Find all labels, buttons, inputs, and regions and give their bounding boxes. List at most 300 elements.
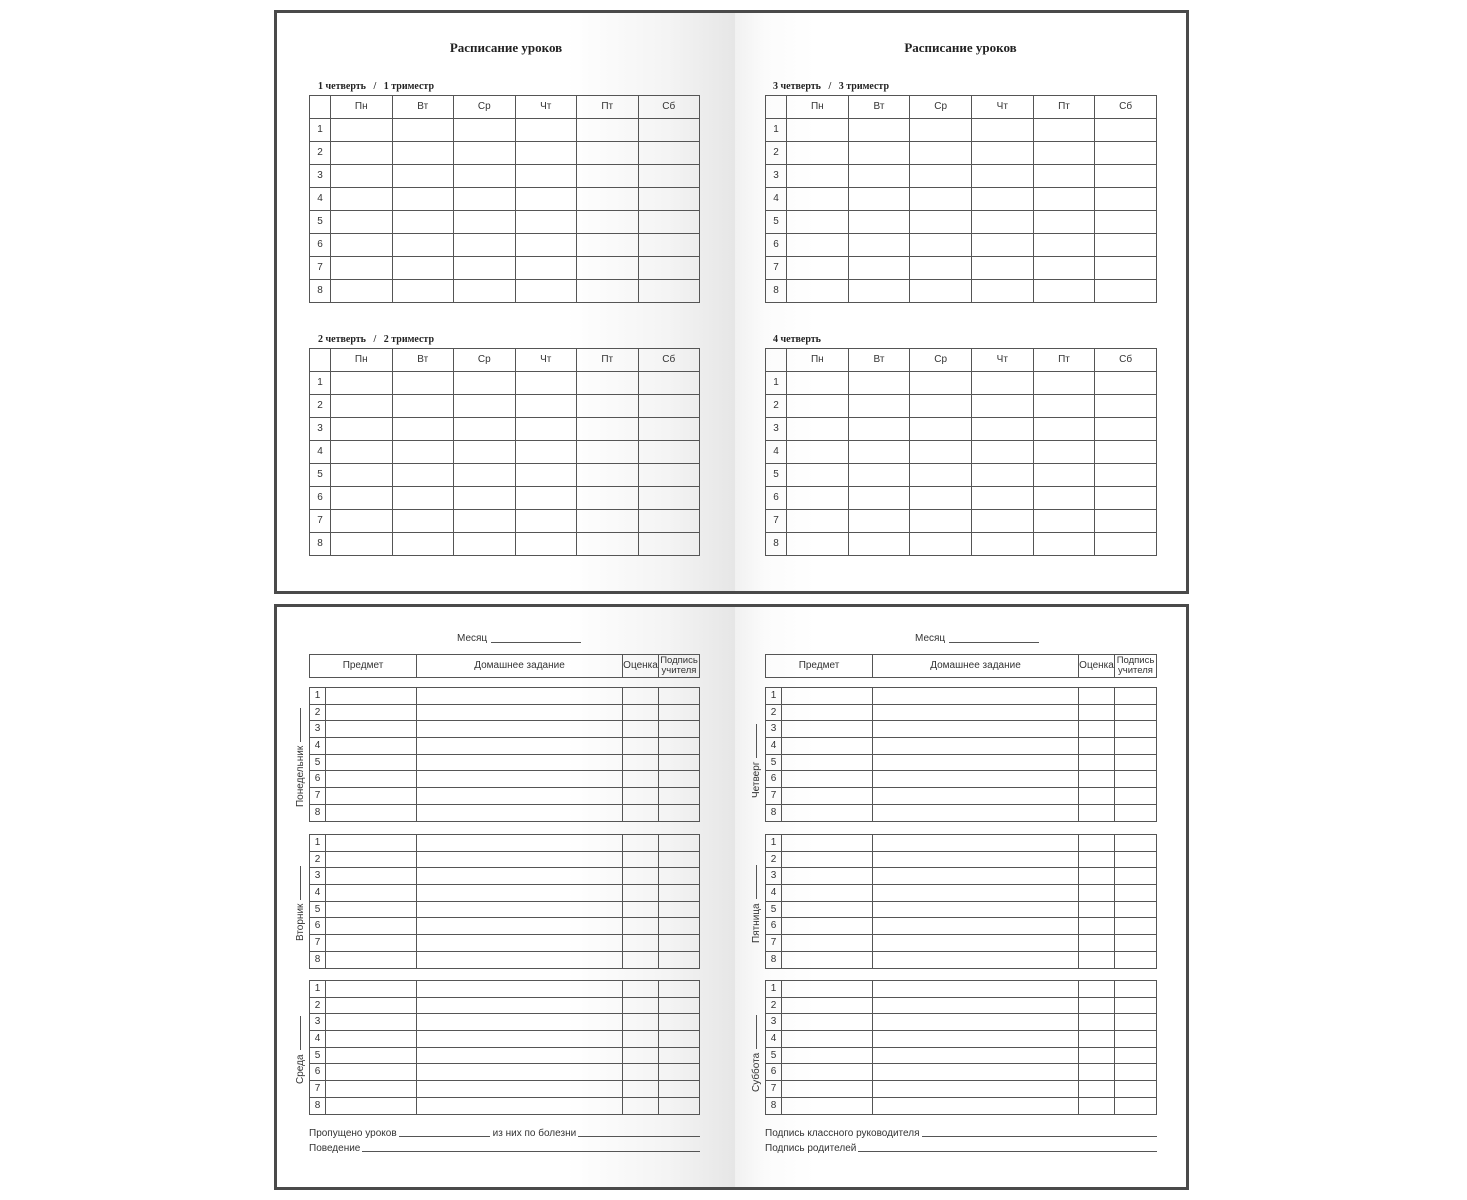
subject-cell[interactable]: [326, 1014, 417, 1031]
subject-cell[interactable]: [782, 704, 873, 721]
grade-cell[interactable]: [1079, 981, 1115, 998]
signature-cell[interactable]: [1115, 851, 1157, 868]
homework-cell[interactable]: [417, 1031, 623, 1048]
signature-cell[interactable]: [659, 688, 700, 705]
lesson-cell[interactable]: [1033, 395, 1095, 418]
lesson-cell[interactable]: [577, 510, 639, 533]
grade-cell[interactable]: [1079, 997, 1115, 1014]
homework-cell[interactable]: [417, 1014, 623, 1031]
signature-cell[interactable]: [1115, 1047, 1157, 1064]
signature-cell[interactable]: [1115, 771, 1157, 788]
signature-cell[interactable]: [1115, 868, 1157, 885]
lesson-cell[interactable]: [577, 234, 639, 257]
lesson-cell[interactable]: [1033, 165, 1095, 188]
subject-cell[interactable]: [326, 1047, 417, 1064]
lesson-cell[interactable]: [638, 119, 700, 142]
homework-cell[interactable]: [873, 981, 1079, 998]
lesson-cell[interactable]: [454, 395, 516, 418]
signature-cell[interactable]: [659, 1031, 700, 1048]
lesson-cell[interactable]: [331, 188, 393, 211]
lesson-cell[interactable]: [454, 487, 516, 510]
signature-cell[interactable]: [659, 738, 700, 755]
signature-cell[interactable]: [659, 997, 700, 1014]
subject-cell[interactable]: [326, 981, 417, 998]
lesson-cell[interactable]: [577, 280, 639, 303]
signature-cell[interactable]: [659, 754, 700, 771]
lesson-cell[interactable]: [910, 510, 972, 533]
grade-cell[interactable]: [1079, 1097, 1115, 1114]
signature-cell[interactable]: [659, 1097, 700, 1114]
homework-cell[interactable]: [417, 804, 623, 821]
lesson-cell[interactable]: [1095, 487, 1157, 510]
subject-cell[interactable]: [326, 885, 417, 902]
lesson-cell[interactable]: [331, 234, 393, 257]
lesson-cell[interactable]: [971, 372, 1033, 395]
lesson-cell[interactable]: [848, 165, 910, 188]
grade-cell[interactable]: [623, 1097, 659, 1114]
lesson-cell[interactable]: [787, 441, 849, 464]
signature-cell[interactable]: [1115, 688, 1157, 705]
lesson-cell[interactable]: [515, 533, 577, 556]
lesson-cell[interactable]: [515, 234, 577, 257]
homework-cell[interactable]: [873, 885, 1079, 902]
lesson-cell[interactable]: [787, 257, 849, 280]
lesson-cell[interactable]: [331, 257, 393, 280]
signature-cell[interactable]: [659, 704, 700, 721]
lesson-cell[interactable]: [1033, 533, 1095, 556]
lesson-cell[interactable]: [331, 418, 393, 441]
lesson-cell[interactable]: [638, 533, 700, 556]
grade-cell[interactable]: [1079, 721, 1115, 738]
signature-cell[interactable]: [1115, 935, 1157, 952]
grade-cell[interactable]: [1079, 918, 1115, 935]
grade-cell[interactable]: [1079, 1014, 1115, 1031]
homework-cell[interactable]: [873, 754, 1079, 771]
subject-cell[interactable]: [782, 851, 873, 868]
subject-cell[interactable]: [782, 1064, 873, 1081]
grade-cell[interactable]: [1079, 1031, 1115, 1048]
lesson-cell[interactable]: [971, 257, 1033, 280]
grade-cell[interactable]: [1079, 851, 1115, 868]
lesson-cell[interactable]: [638, 234, 700, 257]
homework-cell[interactable]: [417, 997, 623, 1014]
lesson-cell[interactable]: [787, 119, 849, 142]
lesson-cell[interactable]: [910, 234, 972, 257]
lesson-cell[interactable]: [331, 395, 393, 418]
subject-cell[interactable]: [782, 771, 873, 788]
lesson-cell[interactable]: [848, 280, 910, 303]
lesson-cell[interactable]: [848, 533, 910, 556]
signature-cell[interactable]: [659, 771, 700, 788]
grade-cell[interactable]: [1079, 1064, 1115, 1081]
lesson-cell[interactable]: [392, 372, 454, 395]
lesson-cell[interactable]: [1033, 211, 1095, 234]
signature-cell[interactable]: [1115, 981, 1157, 998]
grade-cell[interactable]: [623, 754, 659, 771]
lesson-cell[interactable]: [577, 142, 639, 165]
grade-cell[interactable]: [623, 901, 659, 918]
homework-cell[interactable]: [873, 868, 1079, 885]
signature-cell[interactable]: [659, 1081, 700, 1098]
lesson-cell[interactable]: [910, 395, 972, 418]
signature-cell[interactable]: [659, 835, 700, 852]
grade-cell[interactable]: [1079, 788, 1115, 805]
signature-cell[interactable]: [659, 804, 700, 821]
subject-cell[interactable]: [782, 804, 873, 821]
subject-cell[interactable]: [782, 918, 873, 935]
homework-cell[interactable]: [417, 771, 623, 788]
lesson-cell[interactable]: [910, 418, 972, 441]
signature-cell[interactable]: [1115, 901, 1157, 918]
homework-cell[interactable]: [873, 951, 1079, 968]
lesson-cell[interactable]: [910, 211, 972, 234]
lesson-cell[interactable]: [515, 165, 577, 188]
lesson-cell[interactable]: [392, 510, 454, 533]
subject-cell[interactable]: [782, 754, 873, 771]
lesson-cell[interactable]: [848, 142, 910, 165]
homework-cell[interactable]: [417, 918, 623, 935]
grade-cell[interactable]: [623, 788, 659, 805]
lesson-cell[interactable]: [787, 165, 849, 188]
lesson-cell[interactable]: [515, 372, 577, 395]
lesson-cell[interactable]: [1095, 372, 1157, 395]
lesson-cell[interactable]: [638, 142, 700, 165]
grade-cell[interactable]: [623, 997, 659, 1014]
signature-cell[interactable]: [659, 1047, 700, 1064]
homework-cell[interactable]: [873, 771, 1079, 788]
grade-cell[interactable]: [623, 981, 659, 998]
subject-cell[interactable]: [326, 868, 417, 885]
signature-cell[interactable]: [1115, 1097, 1157, 1114]
lesson-cell[interactable]: [392, 464, 454, 487]
signature-cell[interactable]: [659, 721, 700, 738]
grade-cell[interactable]: [623, 1047, 659, 1064]
lesson-cell[interactable]: [1095, 510, 1157, 533]
subject-cell[interactable]: [782, 935, 873, 952]
homework-cell[interactable]: [417, 704, 623, 721]
lesson-cell[interactable]: [515, 257, 577, 280]
lesson-cell[interactable]: [1033, 441, 1095, 464]
lesson-cell[interactable]: [910, 119, 972, 142]
lesson-cell[interactable]: [392, 418, 454, 441]
lesson-cell[interactable]: [971, 464, 1033, 487]
lesson-cell[interactable]: [787, 487, 849, 510]
lesson-cell[interactable]: [1033, 280, 1095, 303]
homework-cell[interactable]: [417, 868, 623, 885]
homework-cell[interactable]: [873, 721, 1079, 738]
lesson-cell[interactable]: [454, 257, 516, 280]
lesson-cell[interactable]: [515, 418, 577, 441]
signature-cell[interactable]: [1115, 1014, 1157, 1031]
lesson-cell[interactable]: [1033, 464, 1095, 487]
lesson-cell[interactable]: [1095, 165, 1157, 188]
lesson-cell[interactable]: [1095, 142, 1157, 165]
signature-cell[interactable]: [1115, 997, 1157, 1014]
signature-cell[interactable]: [659, 1064, 700, 1081]
homework-cell[interactable]: [417, 1047, 623, 1064]
lesson-cell[interactable]: [577, 211, 639, 234]
homework-cell[interactable]: [417, 835, 623, 852]
lesson-cell[interactable]: [454, 234, 516, 257]
lesson-cell[interactable]: [392, 395, 454, 418]
lesson-cell[interactable]: [1033, 418, 1095, 441]
lesson-cell[interactable]: [1095, 211, 1157, 234]
lesson-cell[interactable]: [392, 533, 454, 556]
lesson-cell[interactable]: [515, 142, 577, 165]
subject-cell[interactable]: [326, 835, 417, 852]
lesson-cell[interactable]: [848, 257, 910, 280]
grade-cell[interactable]: [623, 1014, 659, 1031]
lesson-cell[interactable]: [577, 464, 639, 487]
subject-cell[interactable]: [782, 1014, 873, 1031]
lesson-cell[interactable]: [971, 142, 1033, 165]
lesson-cell[interactable]: [577, 372, 639, 395]
grade-cell[interactable]: [623, 885, 659, 902]
lesson-cell[interactable]: [1095, 234, 1157, 257]
subject-cell[interactable]: [782, 1081, 873, 1098]
signature-cell[interactable]: [1115, 788, 1157, 805]
lesson-cell[interactable]: [638, 395, 700, 418]
grade-cell[interactable]: [1079, 738, 1115, 755]
lesson-cell[interactable]: [331, 372, 393, 395]
lesson-cell[interactable]: [392, 234, 454, 257]
lesson-cell[interactable]: [787, 418, 849, 441]
homework-cell[interactable]: [417, 935, 623, 952]
lesson-cell[interactable]: [577, 119, 639, 142]
lesson-cell[interactable]: [971, 418, 1033, 441]
lesson-cell[interactable]: [331, 119, 393, 142]
lesson-cell[interactable]: [577, 441, 639, 464]
lesson-cell[interactable]: [910, 188, 972, 211]
lesson-cell[interactable]: [848, 188, 910, 211]
lesson-cell[interactable]: [787, 234, 849, 257]
lesson-cell[interactable]: [577, 188, 639, 211]
homework-cell[interactable]: [417, 688, 623, 705]
lesson-cell[interactable]: [515, 188, 577, 211]
lesson-cell[interactable]: [638, 211, 700, 234]
grade-cell[interactable]: [623, 688, 659, 705]
lesson-cell[interactable]: [577, 165, 639, 188]
lesson-cell[interactable]: [454, 510, 516, 533]
homework-cell[interactable]: [417, 951, 623, 968]
lesson-cell[interactable]: [910, 372, 972, 395]
lesson-cell[interactable]: [331, 487, 393, 510]
lesson-cell[interactable]: [1095, 188, 1157, 211]
lesson-cell[interactable]: [454, 142, 516, 165]
lesson-cell[interactable]: [577, 487, 639, 510]
lesson-cell[interactable]: [910, 280, 972, 303]
homework-cell[interactable]: [873, 1031, 1079, 1048]
signature-cell[interactable]: [659, 935, 700, 952]
lesson-cell[interactable]: [638, 280, 700, 303]
signature-cell[interactable]: [1115, 704, 1157, 721]
lesson-cell[interactable]: [331, 464, 393, 487]
grade-cell[interactable]: [1079, 771, 1115, 788]
subject-cell[interactable]: [326, 997, 417, 1014]
lesson-cell[interactable]: [971, 165, 1033, 188]
lesson-cell[interactable]: [454, 441, 516, 464]
lesson-cell[interactable]: [787, 533, 849, 556]
lesson-cell[interactable]: [515, 280, 577, 303]
homework-cell[interactable]: [873, 738, 1079, 755]
lesson-cell[interactable]: [787, 211, 849, 234]
lesson-cell[interactable]: [638, 257, 700, 280]
lesson-cell[interactable]: [787, 464, 849, 487]
signature-cell[interactable]: [659, 918, 700, 935]
lesson-cell[interactable]: [392, 165, 454, 188]
lesson-cell[interactable]: [331, 441, 393, 464]
lesson-cell[interactable]: [515, 441, 577, 464]
grade-cell[interactable]: [1079, 804, 1115, 821]
subject-cell[interactable]: [782, 1047, 873, 1064]
subject-cell[interactable]: [326, 738, 417, 755]
lesson-cell[interactable]: [971, 441, 1033, 464]
homework-cell[interactable]: [873, 804, 1079, 821]
lesson-cell[interactable]: [971, 234, 1033, 257]
subject-cell[interactable]: [326, 1097, 417, 1114]
signature-cell[interactable]: [1115, 885, 1157, 902]
lesson-cell[interactable]: [1095, 418, 1157, 441]
lesson-cell[interactable]: [1095, 257, 1157, 280]
lesson-cell[interactable]: [392, 142, 454, 165]
lesson-cell[interactable]: [1033, 119, 1095, 142]
signature-cell[interactable]: [659, 1014, 700, 1031]
homework-cell[interactable]: [873, 901, 1079, 918]
lesson-cell[interactable]: [848, 418, 910, 441]
subject-cell[interactable]: [782, 788, 873, 805]
lesson-cell[interactable]: [515, 211, 577, 234]
lesson-cell[interactable]: [454, 533, 516, 556]
subject-cell[interactable]: [782, 738, 873, 755]
grade-cell[interactable]: [623, 868, 659, 885]
subject-cell[interactable]: [326, 704, 417, 721]
grade-cell[interactable]: [623, 851, 659, 868]
lesson-cell[interactable]: [515, 395, 577, 418]
homework-cell[interactable]: [417, 1064, 623, 1081]
signature-cell[interactable]: [659, 885, 700, 902]
lesson-cell[interactable]: [1033, 188, 1095, 211]
grade-cell[interactable]: [1079, 901, 1115, 918]
grade-cell[interactable]: [1079, 951, 1115, 968]
homework-cell[interactable]: [417, 885, 623, 902]
subject-cell[interactable]: [782, 981, 873, 998]
homework-cell[interactable]: [417, 788, 623, 805]
lesson-cell[interactable]: [910, 165, 972, 188]
lesson-cell[interactable]: [971, 119, 1033, 142]
lesson-cell[interactable]: [454, 372, 516, 395]
lesson-cell[interactable]: [577, 533, 639, 556]
lesson-cell[interactable]: [577, 257, 639, 280]
lesson-cell[interactable]: [392, 257, 454, 280]
grade-cell[interactable]: [623, 1081, 659, 1098]
lesson-cell[interactable]: [787, 510, 849, 533]
subject-cell[interactable]: [782, 688, 873, 705]
homework-cell[interactable]: [417, 1097, 623, 1114]
homework-cell[interactable]: [873, 688, 1079, 705]
homework-cell[interactable]: [873, 1047, 1079, 1064]
lesson-cell[interactable]: [454, 119, 516, 142]
grade-cell[interactable]: [1079, 935, 1115, 952]
lesson-cell[interactable]: [848, 372, 910, 395]
lesson-cell[interactable]: [515, 510, 577, 533]
subject-cell[interactable]: [782, 1031, 873, 1048]
homework-cell[interactable]: [417, 901, 623, 918]
subject-cell[interactable]: [782, 835, 873, 852]
signature-cell[interactable]: [1115, 721, 1157, 738]
subject-cell[interactable]: [326, 771, 417, 788]
homework-cell[interactable]: [417, 851, 623, 868]
grade-cell[interactable]: [1079, 1081, 1115, 1098]
subject-cell[interactable]: [326, 721, 417, 738]
homework-cell[interactable]: [873, 788, 1079, 805]
lesson-cell[interactable]: [1033, 487, 1095, 510]
lesson-cell[interactable]: [848, 395, 910, 418]
lesson-cell[interactable]: [787, 280, 849, 303]
lesson-cell[interactable]: [971, 188, 1033, 211]
signature-cell[interactable]: [659, 901, 700, 918]
lesson-cell[interactable]: [392, 211, 454, 234]
lesson-cell[interactable]: [848, 441, 910, 464]
homework-cell[interactable]: [873, 704, 1079, 721]
subject-cell[interactable]: [326, 788, 417, 805]
lesson-cell[interactable]: [1033, 372, 1095, 395]
lesson-cell[interactable]: [331, 533, 393, 556]
grade-cell[interactable]: [623, 721, 659, 738]
lesson-cell[interactable]: [848, 464, 910, 487]
lesson-cell[interactable]: [1095, 464, 1157, 487]
lesson-cell[interactable]: [331, 510, 393, 533]
homework-cell[interactable]: [873, 1014, 1079, 1031]
lesson-cell[interactable]: [392, 280, 454, 303]
grade-cell[interactable]: [1079, 868, 1115, 885]
grade-cell[interactable]: [623, 951, 659, 968]
lesson-cell[interactable]: [787, 395, 849, 418]
lesson-cell[interactable]: [577, 418, 639, 441]
homework-cell[interactable]: [873, 935, 1079, 952]
signature-cell[interactable]: [659, 788, 700, 805]
lesson-cell[interactable]: [910, 441, 972, 464]
grade-cell[interactable]: [623, 771, 659, 788]
signature-cell[interactable]: [1115, 1064, 1157, 1081]
grade-cell[interactable]: [1079, 704, 1115, 721]
lesson-cell[interactable]: [1095, 441, 1157, 464]
signature-cell[interactable]: [659, 981, 700, 998]
lesson-cell[interactable]: [638, 165, 700, 188]
signature-cell[interactable]: [1115, 1031, 1157, 1048]
grade-cell[interactable]: [623, 738, 659, 755]
subject-cell[interactable]: [326, 951, 417, 968]
grade-cell[interactable]: [1079, 1047, 1115, 1064]
lesson-cell[interactable]: [971, 395, 1033, 418]
subject-cell[interactable]: [326, 1064, 417, 1081]
lesson-cell[interactable]: [454, 211, 516, 234]
homework-cell[interactable]: [417, 721, 623, 738]
signature-cell[interactable]: [1115, 1081, 1157, 1098]
lesson-cell[interactable]: [638, 487, 700, 510]
lesson-cell[interactable]: [638, 188, 700, 211]
homework-cell[interactable]: [417, 1081, 623, 1098]
lesson-cell[interactable]: [515, 464, 577, 487]
subject-cell[interactable]: [326, 935, 417, 952]
subject-cell[interactable]: [326, 901, 417, 918]
lesson-cell[interactable]: [331, 280, 393, 303]
grade-cell[interactable]: [623, 804, 659, 821]
lesson-cell[interactable]: [392, 441, 454, 464]
grade-cell[interactable]: [623, 918, 659, 935]
subject-cell[interactable]: [782, 901, 873, 918]
grade-cell[interactable]: [623, 704, 659, 721]
lesson-cell[interactable]: [638, 418, 700, 441]
